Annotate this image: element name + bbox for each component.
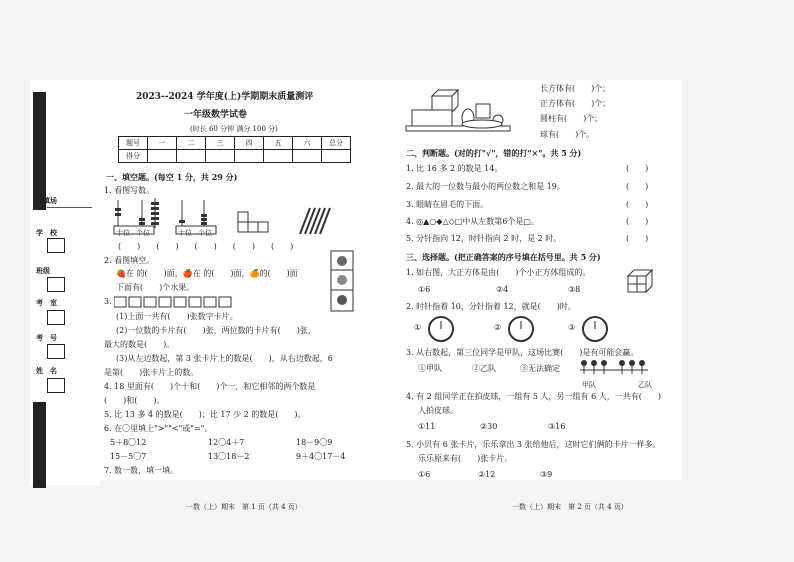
judge-paren-4[interactable]: ( ) <box>626 217 649 226</box>
number-cards-icon <box>114 296 244 308</box>
score-cell: 四 <box>235 137 264 150</box>
q3-line5[interactable]: 是第( )张卡片上的数。 <box>104 368 199 377</box>
choice-2-text[interactable]: 2. 时针指着 10，分针指着 12，就是( )时。 <box>406 302 576 311</box>
shape-count-cube[interactable]: 正方体有( )个； <box>540 99 611 108</box>
score-input[interactable] <box>264 150 293 163</box>
q6-item[interactable]: 9＋4〇17－4 <box>296 452 346 461</box>
q2-line2[interactable]: 下面有( )个水果。 <box>116 283 195 292</box>
q4-text[interactable]: 4. 18 里面有( )个十和( )个一，和它相邻的两个数是 <box>104 382 316 391</box>
choice-3-option[interactable]: ②乙队 <box>472 364 496 373</box>
team-label-a: 甲队 <box>582 381 596 389</box>
choice-1-option[interactable]: ②4 <box>496 285 509 294</box>
choice-4-option[interactable]: ③16 <box>548 422 566 431</box>
exam-title: 2023--2024 学年度(上)学期期末质量测评 <box>136 92 314 102</box>
section-1-heading: 一、填空题。(每空 1 分，共 29 分) <box>106 172 238 182</box>
binding-box-name[interactable] <box>47 378 65 393</box>
q3-line1[interactable]: (1)上面一共有( )张数字卡片。 <box>116 312 238 321</box>
team-label-b: 乙队 <box>638 381 652 389</box>
score-cell: 六 <box>293 137 322 150</box>
judge-paren-1[interactable]: ( ) <box>626 164 649 173</box>
score-input[interactable] <box>322 150 351 163</box>
score-cell: 总分 <box>322 137 351 150</box>
choice-3-text[interactable]: 3. 从右数起，第三位同学是甲队，这场比赛( )是有可能会赢。 <box>406 348 639 357</box>
q6-item[interactable]: 13〇18－2 <box>208 452 250 461</box>
choice-2-option[interactable]: ③ <box>568 323 576 332</box>
judge-item-4: 4. ◎▲○◆△◇□中从左数第6个是□。 <box>406 217 539 226</box>
score-row-values <box>119 150 351 163</box>
clock-icon-3 <box>582 316 608 342</box>
q6-text: 6. 在〇里填上">""<"或"="。 <box>104 424 213 433</box>
choice-2-option[interactable]: ② <box>494 323 502 332</box>
q6-item[interactable]: 15－5〇7 <box>110 452 147 461</box>
score-input[interactable] <box>177 150 206 163</box>
choice-2-option[interactable]: ① <box>414 323 422 332</box>
shape-count-sphere[interactable]: 球有( )个。 <box>540 130 595 139</box>
q5-text[interactable]: 5. 比 13 多 4 的数是( )；比 17 少 2 的数是( )。 <box>104 410 306 419</box>
judge-item-1: 1. 比 16 多 2 的数是 14。 <box>406 164 503 173</box>
q6-item[interactable]: 18－9〇9 <box>296 438 333 447</box>
q3-number: 3. <box>104 297 112 306</box>
score-cell: 得分 <box>119 150 148 163</box>
score-cell: 一 <box>148 137 177 150</box>
score-input[interactable] <box>148 150 177 163</box>
counting-sticks-icon <box>296 206 336 236</box>
binding-label-room: 考 室 <box>36 298 57 307</box>
clock-icon-2 <box>508 316 534 342</box>
binding-box-number[interactable] <box>47 344 65 359</box>
q3-line2[interactable]: (2)一位数的卡片有( )张，两位数的卡片有( )张， <box>116 326 316 335</box>
choice-1-option[interactable]: ①6 <box>418 285 431 294</box>
score-cell: 三 <box>206 137 235 150</box>
judge-paren-2[interactable]: ( ) <box>626 182 649 191</box>
score-cell: 题号 <box>119 137 148 150</box>
choice-3-option[interactable]: ①甲队 <box>418 364 442 373</box>
q1-text: 1. 看图写数。 <box>104 186 155 195</box>
judge-item-3: 3. 眼睛在眉毛的下面。 <box>406 200 489 209</box>
q2-text: 2. 看图填空。 <box>104 256 155 265</box>
choice-3-option[interactable]: ③无法确定 <box>520 364 560 373</box>
q3-line4[interactable]: (3)从左边数起，第 3 张卡片上的数是( )，从右边数起，6 <box>116 354 333 363</box>
binding-box-school[interactable] <box>47 238 65 253</box>
binding-bar-top <box>33 92 46 210</box>
judge-item-2: 2. 最大的一位数与最小的两位数之和是 19。 <box>406 182 565 191</box>
choice-5-option[interactable]: ①6 <box>418 470 431 479</box>
binding-line-township <box>47 207 92 208</box>
abacus-label: 个位 <box>136 229 150 237</box>
score-input[interactable] <box>235 150 264 163</box>
binding-label-township: 乡镇场 <box>36 196 57 205</box>
score-row-header <box>119 137 351 150</box>
abacus-label: 十位 <box>116 229 130 237</box>
section-2-heading: 二、判断题。(对的打"√"，错的打"×"。共 5 分) <box>406 148 582 158</box>
q2-line1[interactable]: 🍓在 的( )面，🍎在 的( )面，🍊的( )面 <box>116 269 298 278</box>
choice-5-line2[interactable]: 乐乐原来有( )张卡片。 <box>418 454 513 463</box>
binding-box-class[interactable] <box>47 277 65 292</box>
binding-label-class: 班级 <box>36 266 50 275</box>
judge-item-5: 5. 分针指向 12，时针指向 2 时，是 2 时。 <box>406 234 562 243</box>
choice-1-option[interactable]: ③8 <box>568 285 581 294</box>
score-input[interactable] <box>206 150 235 163</box>
q6-item[interactable]: 5＋8〇12 <box>110 438 147 447</box>
binding-box-room[interactable] <box>47 310 65 325</box>
choice-5-option[interactable]: ③9 <box>540 470 553 479</box>
score-cell: 二 <box>177 137 206 150</box>
fruit-shelf-icon <box>330 250 354 312</box>
choice-4-option[interactable]: ①11 <box>418 422 436 431</box>
binding-label-number: 考 号 <box>36 333 57 342</box>
choice-5-text: 5. 小贝有 6 张卡片，乐乐拿出 3 张给他后，这时它们俩的卡片一样多。 <box>406 440 661 449</box>
choice-4-text[interactable]: 4. 有 2 组同学正在拍皮球，一组有 5 人，另一组有 6 人，一共有( ) <box>406 392 661 401</box>
solid-shapes-icon <box>402 84 514 132</box>
q3-line3[interactable]: 最大的数是( )。 <box>104 340 175 349</box>
shape-count-cylinder[interactable]: 圆柱有( )个； <box>540 114 603 123</box>
choice-1-text[interactable]: 1. 如右图，大正方体是由( )个小正方体组成的。 <box>406 268 591 277</box>
q7-text: 7. 数一数，填一填。 <box>104 466 179 475</box>
abacus-label: 个位 <box>198 229 212 237</box>
score-table <box>118 136 351 163</box>
clock-icon-1 <box>428 316 454 342</box>
choice-4-option[interactable]: ②30 <box>480 422 498 431</box>
abacus-label: 十位 <box>178 229 192 237</box>
students-tug-of-war-icon <box>578 358 650 380</box>
q1-blanks[interactable]: ( ) ( ) ( ) ( ) ( ) <box>118 242 294 251</box>
cube-stack-icon <box>236 210 276 238</box>
q4-line2[interactable]: ( )和( )。 <box>104 396 165 405</box>
choice-5-option[interactable]: ②12 <box>478 470 496 479</box>
judge-paren-5[interactable]: ( ) <box>626 234 649 243</box>
binding-label-name: 姓 名 <box>36 366 57 375</box>
abacus-beads-icon <box>148 196 162 236</box>
shape-count-cuboid[interactable]: 长方体有( )个； <box>540 84 611 93</box>
exam-note: (时长 60 分钟 满分 100 分) <box>190 125 278 133</box>
score-cell: 五 <box>264 137 293 150</box>
exam-subtitle: 一年级数学试卷 <box>184 110 248 120</box>
section-3-heading: 三、选择题。(把正确答案的序号填在括号里。共 5 分) <box>406 252 601 262</box>
score-input[interactable] <box>293 150 322 163</box>
q6-item[interactable]: 12〇4＋7 <box>208 438 245 447</box>
large-cube-icon <box>626 268 654 294</box>
binding-bar-bottom <box>33 402 46 488</box>
judge-paren-3[interactable]: ( ) <box>626 200 649 209</box>
page-footer-right: 一数（上）期末 第 2 页（共 4 页） <box>512 503 628 511</box>
binding-label-school: 学 校 <box>36 228 57 237</box>
choice-4-line2: 人拍皮球。 <box>418 406 458 415</box>
page-footer-left: 一数（上）期末 第 1 页（共 4 页） <box>186 503 302 511</box>
